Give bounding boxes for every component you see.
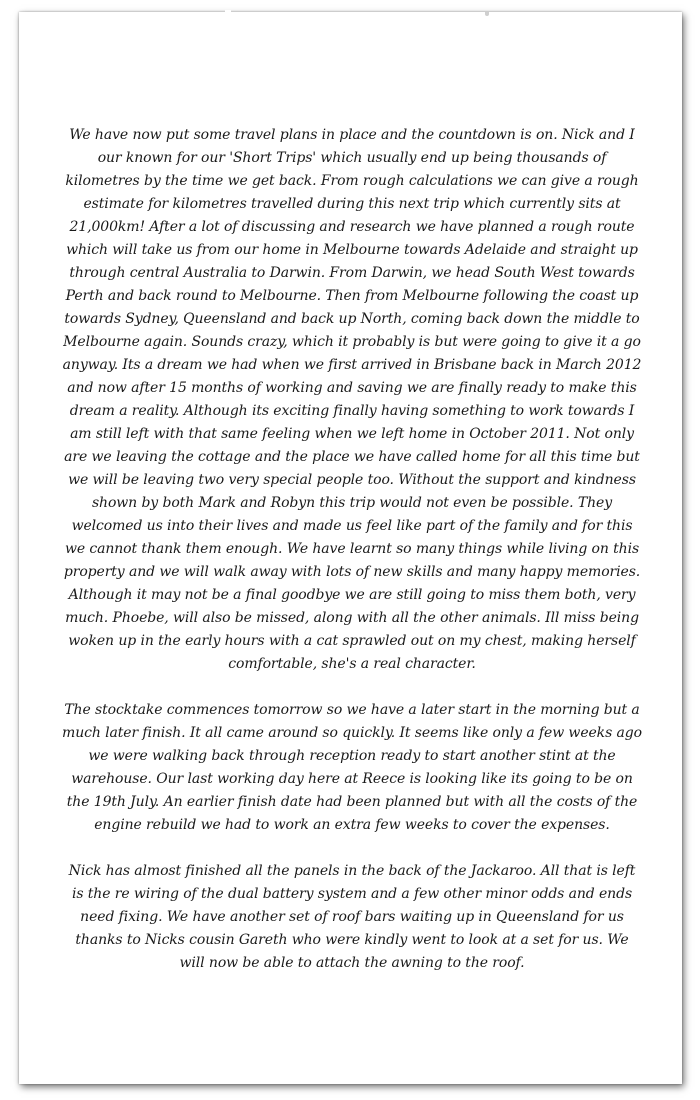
- paper-notch: [485, 12, 489, 16]
- paragraph-jackaroo: Nick has almost finished all the panels in the back of the Jackaroo. All that is left is the re wiring of the dual battery system and a few other minor odds and ends need fixing. We have another set of roof bars waiting up in Queensland for us thanks to Nicks cousin Gareth who were kindly went to look at a set for us. We will now be able to attach the awning to the roof.: [68, 863, 636, 971]
- paper-notch: [225, 10, 231, 13]
- paragraph-travel-plans: We have now put some travel plans in place and the countdown is on. Nick and I our known for our 'Short Trips' which usually end up being thousands of kilometres by the time we get back. From rough calculations we can give a rough estimate for kilometres travelled during this next trip which currently sits at 21,000km! After a lot of discussing and research we have planned a rough route which will take us from our home in Melbourne towards Adelaide and straight up through central Australia to Darwin. From Darwin, we head South West towards Perth and back round to Melbourne. Then from Melbourne following the coast up towards Sydney, Queensland and back up North, coming back down the middle to Melbourne again. Sounds crazy, which it probably is but were going to give it a go anyway. Its a dream we had when we first arrived in Brisbane back in March 2012 and now after 15 months of working and saving we are finally ready to make this dream a reality. Although its exciting finally having something to work towards I am still left with that same feeling when we left home in October 2011. Not only are we leaving the cottage and the place we have called home for all this time but we will be leaving two very special people too. Without the support and kindness shown by both Mark and Robyn this trip would not even be possible. They welcomed us into their lives and made us feel like part of the family and for this we cannot thank them enough. We have learnt so many things while living on this property and we will walk away with lots of new skills and many happy memories. Although it may not be a final goodbye we are still going to miss them both, very much. Phoebe, will also be missed, along with all the other animals. Ill miss being woken up in the early hours with a cat sprawled out on my chest, making herself comfortable, she's a real character.: [62, 127, 642, 672]
- paper-page: [19, 12, 682, 1084]
- article-body: [61, 124, 643, 998]
- paragraph-stocktake: The stocktake commences tomorrow so we have a later start in the morning but a much later finish. It all came around so quickly. It seems like only a few weeks ago we were walking back through reception ready to start another stint at the warehouse. Our last working day here at Reece is looking like its going to be on the 19th July. An earlier finish date had been planned but with all the costs of the engine rebuild we had to work an extra few weeks to cover the expenses.: [62, 702, 642, 833]
